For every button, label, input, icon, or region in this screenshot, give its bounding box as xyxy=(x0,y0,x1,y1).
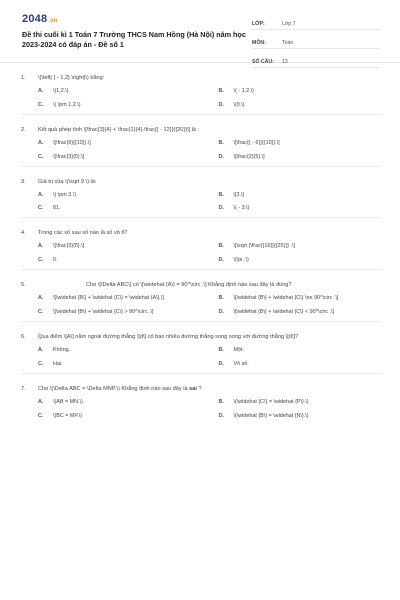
option-label: C. xyxy=(38,153,44,160)
option-text: Một. xyxy=(233,346,244,353)
option-text: \[\widehat {B\} + \widehat {C\} \ne 90^\circ .\] xyxy=(233,295,339,302)
option-d[interactable] xyxy=(202,309,383,317)
option-text: \[\widehat {B\} + \widehat {C\} = \widehat {A\}.\] xyxy=(53,295,164,302)
question-text-emphasis: sai xyxy=(189,385,197,392)
option-d[interactable] xyxy=(202,257,383,265)
meta-class xyxy=(252,14,380,30)
option-label: C. xyxy=(38,309,44,315)
question-text: Kết quả phép tính \[\frac{3}{4} + \frac{1}{4}.\frac{{ - 12}}{{20}}\] là : xyxy=(38,126,200,133)
option-text: \[\frac{3}{5}.\] xyxy=(53,153,85,160)
meta-subject-label: MÔN: xyxy=(252,40,266,46)
option-text: 0. xyxy=(53,257,58,264)
option-label: B. xyxy=(218,139,224,146)
question-number: 2. xyxy=(21,126,26,133)
option-d[interactable] xyxy=(202,205,383,213)
question-text-before: Cho \(\Delta ABC = \Delta MNP.\) Khẳng định nào sau đây là xyxy=(38,385,190,392)
option-label: C. xyxy=(38,360,44,367)
option-text: \[\frac{2}{5}.\] xyxy=(233,153,265,160)
option-label: C. xyxy=(38,101,44,108)
option-text: \(\pi .\) xyxy=(233,257,249,264)
exam-meta xyxy=(252,14,380,71)
question-3 xyxy=(21,167,382,219)
option-list xyxy=(21,399,382,421)
option-list xyxy=(21,192,382,214)
meta-subject xyxy=(252,33,380,49)
option-text: Hai. xyxy=(53,360,63,367)
logo-main: 2048 xyxy=(22,13,48,25)
option-text: \[\widehat {B\} + \widehat {C\} > 90^\circ .\] xyxy=(53,309,154,315)
option-label: A. xyxy=(38,139,44,146)
option-d[interactable] xyxy=(202,154,383,162)
question-number: 3. xyxy=(21,178,26,185)
option-c[interactable] xyxy=(21,257,202,265)
option-label: C. xyxy=(38,412,44,419)
question-number: 6. xyxy=(21,333,26,340)
option-label: A. xyxy=(38,88,44,95)
option-b[interactable] xyxy=(202,399,383,407)
option-text: \(\widehat {C\} = \widehat {P\}.\) xyxy=(233,398,309,405)
option-text: \( - 3.\) xyxy=(233,205,250,212)
option-label: A. xyxy=(38,243,44,250)
question-2 xyxy=(21,115,382,167)
meta-count xyxy=(252,52,380,68)
option-b[interactable] xyxy=(202,243,383,251)
option-b[interactable] xyxy=(202,347,383,355)
option-list xyxy=(21,243,382,265)
option-a[interactable] xyxy=(21,192,202,200)
option-text: \[\frac{{ - 6}}{{10}}.\] xyxy=(233,139,280,146)
option-label: A. xyxy=(38,295,44,302)
option-text: \( \pm 1,2.\) xyxy=(53,101,81,108)
option-text: Vô số. xyxy=(233,360,249,367)
site-logo[interactable] xyxy=(22,13,58,25)
page-title: Đề thi cuối kì 1 Toán 7 Trường THCS Nam Hồng (Hà Nội) năm học 2023-2024 có đáp án - Đề số 1 xyxy=(22,30,246,49)
question-text: Qua điểm \[A\] nằm ngoài đường thẳng \[d\] có bao nhiêu đường thẳng song song với đường thẳng \[d\]? xyxy=(38,333,299,340)
option-label: C. xyxy=(38,257,44,264)
option-label: B. xyxy=(218,346,224,353)
option-a[interactable] xyxy=(21,88,202,96)
question-text: Giá trị của \(\sqrt 9 \) là: xyxy=(38,178,97,185)
option-text: \(\widehat {B\} = \widehat {N\}.\) xyxy=(233,412,309,419)
meta-count-value: 13 xyxy=(282,59,288,65)
option-d[interactable] xyxy=(202,102,383,110)
option-text: \(0.\) xyxy=(233,101,245,108)
option-label: D. xyxy=(218,101,224,108)
option-label: D. xyxy=(218,309,224,315)
option-text: 81. xyxy=(53,205,61,212)
option-label: D. xyxy=(218,153,224,160)
option-c[interactable] xyxy=(21,154,202,162)
question-text: Trong các số sau số nào là số vô tỉ? xyxy=(38,230,128,237)
option-list xyxy=(21,347,382,369)
question-number: 5. xyxy=(21,282,26,289)
meta-class-label: LỚP: xyxy=(252,21,265,27)
question-list xyxy=(0,63,400,424)
option-text: \( - 1,2.\) xyxy=(233,88,254,95)
question-6 xyxy=(21,322,382,374)
option-a[interactable] xyxy=(21,243,202,251)
option-c[interactable] xyxy=(21,413,202,421)
option-a[interactable] xyxy=(21,140,202,148)
option-list xyxy=(21,88,382,110)
option-c[interactable] xyxy=(21,102,202,110)
option-label: D. xyxy=(218,360,224,367)
option-text: \(AB = MN.\) xyxy=(53,398,83,405)
option-text: \(1,2.\) xyxy=(53,88,69,95)
option-label: B. xyxy=(218,295,224,302)
option-label: D. xyxy=(218,205,224,212)
option-c[interactable] xyxy=(21,361,202,369)
option-label: C. xyxy=(38,205,44,212)
option-d[interactable] xyxy=(202,413,383,421)
question-number: 7. xyxy=(21,385,26,392)
option-text: \[3.\] xyxy=(233,191,244,198)
option-text: \[\frac{3}{5}.\] xyxy=(53,243,85,250)
option-b[interactable] xyxy=(202,192,383,200)
option-c[interactable] xyxy=(21,205,202,213)
option-label: B. xyxy=(218,398,224,405)
option-c[interactable] xyxy=(21,309,202,317)
question-text: Cho \[\Delta ABC\] có \[\widehat {A\} = 90^\circ .\] Khẳng định nào sau đây là đúng? xyxy=(86,282,292,289)
option-label: D. xyxy=(218,257,224,264)
meta-class-value: Lớp 7 xyxy=(282,21,296,27)
question-7 xyxy=(21,374,382,425)
option-text: \(BC = MP.\) xyxy=(53,412,83,419)
option-list xyxy=(21,295,382,317)
option-label: B. xyxy=(218,191,224,198)
logo-suffix: .vn xyxy=(48,18,58,24)
option-list xyxy=(21,140,382,162)
option-a[interactable] xyxy=(21,295,202,303)
question-text-after: ? xyxy=(196,385,202,392)
option-b[interactable] xyxy=(202,88,383,96)
question-number: 4. xyxy=(21,230,26,237)
option-b[interactable] xyxy=(202,140,383,148)
question-number: 1. xyxy=(21,75,26,81)
option-label: A. xyxy=(38,398,44,405)
option-label: B. xyxy=(218,88,224,95)
question-4 xyxy=(21,218,382,270)
option-a[interactable] xyxy=(21,347,202,355)
page-header xyxy=(0,0,400,63)
meta-count-label: SỐ CÂU: xyxy=(252,59,274,65)
option-text: \[\frac{9}{{10}}.\] xyxy=(53,139,91,146)
option-text: \[\widehat {B\} + \widehat {C\} < 90^\circ .\] xyxy=(233,309,335,315)
option-label: D. xyxy=(218,412,224,419)
meta-subject-value: Toán xyxy=(282,40,294,46)
option-a[interactable] xyxy=(21,399,202,407)
option-text: Không. xyxy=(53,346,71,353)
option-text: \( \pm 3.\) xyxy=(53,191,77,198)
question-text xyxy=(38,385,382,393)
question-text: \(\left| { - 1,2} \right|\) bằng: xyxy=(38,75,105,81)
option-d[interactable] xyxy=(202,361,383,369)
option-text: \[\sqrt {\frac{{16}}{{25}}} .\] xyxy=(233,243,295,250)
option-label: A. xyxy=(38,346,44,353)
option-b[interactable] xyxy=(202,295,383,303)
question-5 xyxy=(21,270,382,322)
option-label: B. xyxy=(218,243,224,250)
option-label: A. xyxy=(38,191,44,198)
